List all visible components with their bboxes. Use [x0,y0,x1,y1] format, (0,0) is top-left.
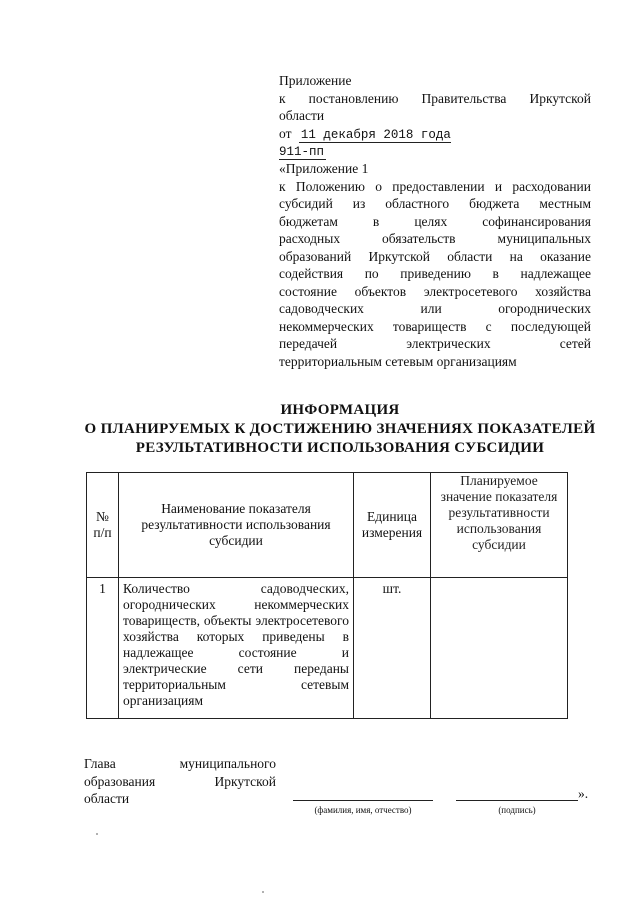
cell-planned-value [431,578,568,719]
appendix-label: Приложение [279,73,352,88]
signature-caption: (подпись) [498,805,536,815]
signature-line [456,800,578,801]
cell-num: 1 [87,578,119,719]
signature-title-line: образования Иркутской [84,773,276,789]
document-number: 911-пп [279,145,325,159]
regulation-line: состояние объектов электросетевого хозяйства [279,283,591,299]
signature-title-line: Глава муниципального [84,756,276,771]
header-planned-value: Планируемое значение показателя результативности использования субсидии [431,473,568,578]
closing-quote: ». [578,786,589,801]
table-header-row [87,473,568,578]
cell-indicator-name: Количество садоводческих, огороднических некоммерческих товариществ, объекты электросетевого хозяйства которых приведены в надлежащее состояние и электрические сети переданы территориальным сетевым организациям [119,578,354,719]
header-num-symbol: № [96,509,109,524]
regulation-line: субсидий из областного бюджета местным [279,196,591,211]
title-line2: О ПЛАНИРУЕМЫХ К ДОСТИЖЕНИЮ ЗНАЧЕНИЯХ ПОКАЗАТЕЛЕЙ [84,421,596,437]
regulation-line: бюджетам в целях софинансирования [279,213,591,229]
resolution-ref-line1: к постановлению Правительства Иркутской [279,90,591,106]
regulation-line: некоммерческих товариществ с последующей [279,318,591,334]
resolution-ref-line2: области [279,108,325,123]
regulation-line: передачей электрических сетей [279,336,591,351]
name-signature-line [293,800,433,801]
document-title [40,401,640,458]
header-num [87,473,119,578]
regulation-line: расходных обязательств муниципальных [279,231,591,246]
regulation-line: образований Иркутской области на оказание [279,248,591,264]
scan-speck [262,891,264,893]
regulation-line: к Положению о предоставлении и расходовании [279,178,591,194]
scan-speck [96,833,98,835]
date-row [279,125,591,143]
indicators-table [86,472,568,719]
table-row [87,578,568,719]
regulation-line: территориальным сетевым организациям [279,353,517,369]
date-value: 11 декабря 2018 года [300,127,451,142]
signature-title-line: области [84,791,130,806]
header-indicator-name: Наименование показателя результативности использования субсидии [119,473,354,578]
date-prefix: от [279,125,292,141]
title-line3: РЕЗУЛЬТАТИВНОСТИ ИСПОЛЬЗОВАНИЯ СУБСИДИИ [135,440,545,456]
header-num-abbr: п/п [93,525,112,540]
number-row [279,142,591,160]
appendix-header [279,72,591,370]
cell-unit: шт. [354,578,431,719]
title-line1: ИНФОРМАЦИЯ [280,402,400,418]
name-caption: (фамилия, имя, отчество) [314,805,412,815]
signature-block [84,755,276,808]
appendix1-label: «Приложение 1 [279,161,369,176]
regulation-line: содействия по приведению в надлежащее [279,266,591,281]
regulation-line: садоводческих или огороднических [279,301,591,316]
header-unit: Единица измерения [354,473,431,578]
